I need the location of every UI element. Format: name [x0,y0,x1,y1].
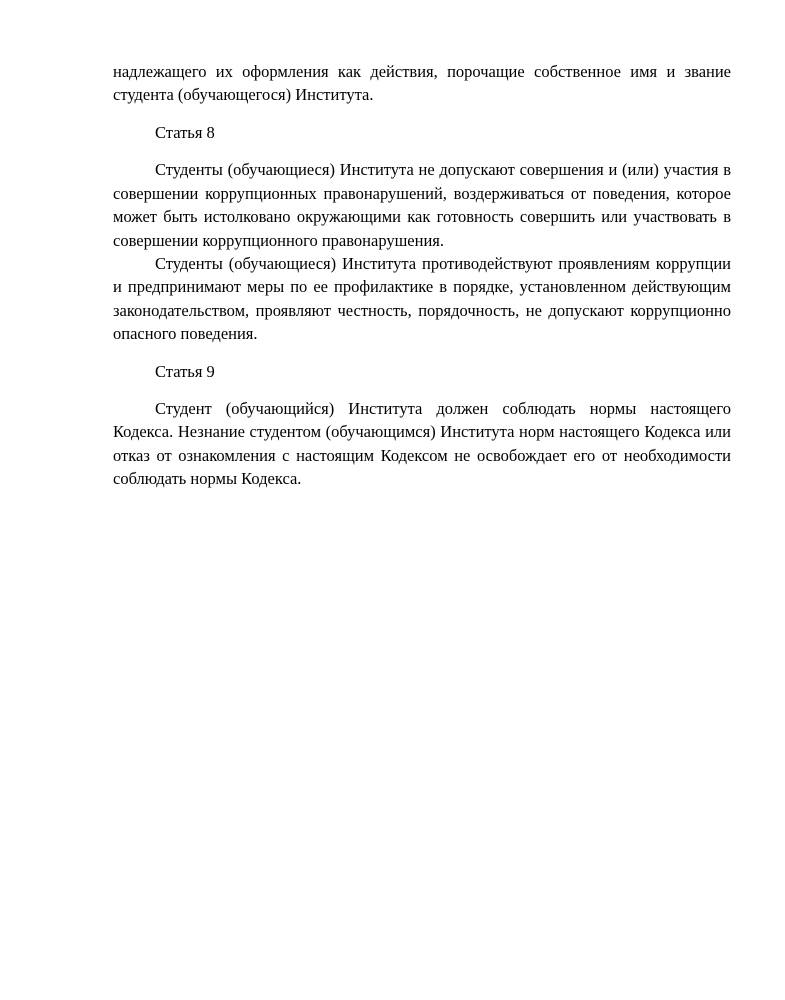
paragraph-article-9-first: Студент (обучающийся) Института должен соблюдать нормы настоящего Кодекса. Незнание студентом (обучающимся) Института норм настоящего Кодекса или отказ от ознакомления с настоящим Кодексом не освобождает его от необходимости соблюдать нормы Кодекса. [113,399,731,489]
paragraph-article-8-second: Студенты (обучающиеся) Института противодействуют проявлениям коррупции и предпринимают меры по ее профилактике в порядке, установленном действующим законодательством, проявляют честность, порядочность, не допускают коррупционно опасного поведения. [113,253,731,344]
paragraph-article-8-first: Студенты (обучающиеся) Института не допускают совершения и (или) участия в совершении коррупционных правонарушений, воздерживаться от поведения, которое может быть истолковано окружающими как готовность совершить или участвовать в совершении коррупционного правонарушения. [113,160,731,250]
document-text-body [113,60,731,491]
heading-article-8: Статья 8 [155,122,215,142]
paragraph-continuation: надлежащего их оформления как действия, порочащие собственное имя и звание студента (обучающегося) Института. [113,62,731,105]
heading-article-9: Статья 9 [155,361,215,381]
